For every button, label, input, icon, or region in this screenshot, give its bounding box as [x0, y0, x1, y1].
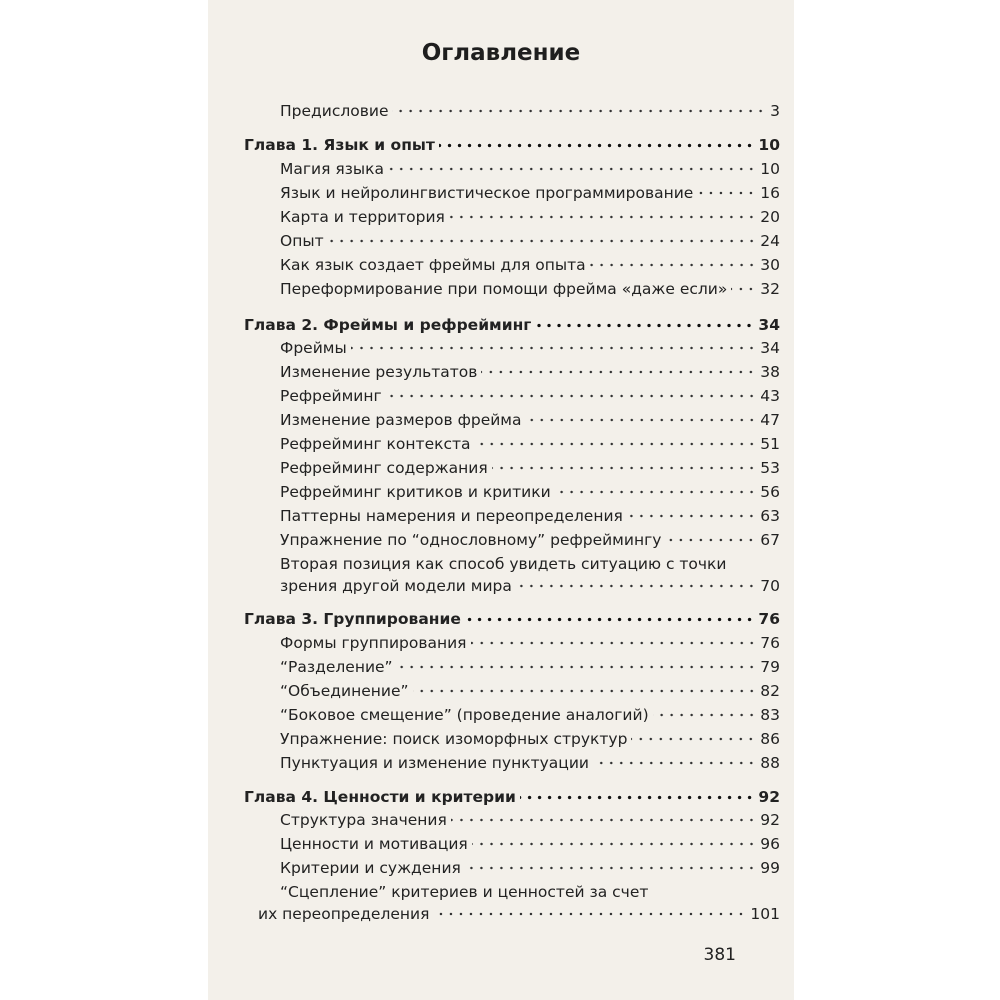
dot-leader	[439, 143, 755, 148]
toc-entry-page: 38	[760, 363, 780, 381]
toc-entry-page: 53	[760, 459, 780, 477]
dot-leader	[627, 514, 756, 518]
toc-entry-title: зрения другой модели мира	[280, 577, 512, 595]
dot-leader	[386, 394, 757, 398]
toc-entry	[280, 363, 780, 381]
toc-entry-page: 16	[760, 184, 780, 202]
dot-leader	[465, 617, 755, 622]
toc-entry-page: 47	[760, 411, 780, 429]
toc-entry	[280, 280, 780, 298]
toc-entry-title: их переопределения	[258, 905, 430, 923]
toc-entry	[280, 706, 780, 724]
chapter-title: Глава 3. Группирование	[244, 610, 461, 628]
page-title: Оглавление	[421, 40, 581, 66]
toc-entry-page: 83	[760, 706, 780, 724]
toc-entry	[280, 339, 780, 357]
dot-leader	[555, 490, 757, 494]
toc-entry-title: Критерии и суждения	[280, 859, 461, 877]
toc-entry	[280, 387, 780, 405]
toc-entry-page: 56	[760, 483, 780, 501]
toc-entry-page: 43	[760, 387, 780, 405]
toc-entry	[280, 208, 780, 226]
toc-entry-page: 30	[760, 256, 780, 274]
toc-entry	[280, 730, 780, 748]
toc-entry-page: 51	[760, 435, 780, 453]
toc-entry-page: 101	[750, 905, 780, 923]
dot-leader	[328, 239, 757, 243]
toc-entry-preface	[280, 102, 780, 120]
toc-entry	[280, 256, 780, 274]
toc-entry-title: Изменение результатов	[280, 363, 478, 381]
toc-entry	[280, 435, 780, 453]
toc-entry-title: Упражнение по “однословному” рефреймингу	[280, 531, 662, 549]
toc-entry-title: “Объединение”	[280, 682, 409, 700]
chapter-page: 92	[758, 788, 780, 806]
toc-entry-title: Изменение размеров фрейма	[280, 411, 522, 429]
toc-entry-page: 88	[760, 754, 780, 772]
toc-entry-page: 70	[760, 577, 780, 595]
dot-leader	[492, 466, 757, 470]
toc-entry-title: Карта и территория	[280, 208, 445, 226]
dot-leader	[481, 370, 756, 374]
toc-entry-page: 20	[760, 208, 780, 226]
toc-chapter-3	[244, 610, 780, 628]
dot-leader	[526, 418, 757, 422]
toc-entry	[280, 754, 780, 772]
dot-leader	[590, 263, 757, 267]
dot-leader	[475, 442, 757, 446]
dot-leader	[413, 689, 757, 693]
toc-entry	[280, 232, 780, 250]
dot-leader	[397, 665, 757, 669]
toc-entry-page: 96	[760, 835, 780, 853]
dot-leader	[593, 761, 756, 765]
toc-entry-title-line1: Вторая позиция как способ увидеть ситуацию с точки	[280, 555, 727, 573]
toc-entry-title: Рефрейминг содержания	[280, 459, 488, 477]
toc-entry	[280, 811, 780, 829]
toc-entry-title: Пунктуация и изменение пунктуации	[280, 754, 589, 772]
toc-entry-title: Фреймы	[280, 339, 347, 357]
toc-entry	[258, 905, 780, 923]
toc-entry	[280, 835, 780, 853]
toc-entry-page: 67	[760, 531, 780, 549]
toc-entry	[280, 483, 780, 501]
toc-entry-page: 34	[760, 339, 780, 357]
chapter-title: Глава 1. Язык и опыт	[244, 136, 435, 154]
dot-leader	[388, 167, 756, 171]
toc-entry-page: 24	[760, 232, 780, 250]
toc-entry-title: Рефрейминг контекста	[280, 435, 471, 453]
toc-entry-title: Формы группирования	[280, 634, 467, 652]
toc-entry-title: Язык и нейролингвистическое программирование	[280, 184, 694, 202]
dot-leader	[731, 287, 756, 291]
toc-entry-title: Предисловие	[280, 102, 389, 120]
toc-entry-page: 86	[760, 730, 780, 748]
chapter-page: 10	[758, 136, 780, 154]
toc-chapter-4	[244, 788, 780, 806]
toc-entry-title: Рефрейминг критиков и критики	[280, 483, 551, 501]
toc-entry	[280, 634, 780, 652]
toc-entry-page: 92	[760, 811, 780, 829]
dot-leader	[465, 866, 756, 870]
toc-entry-title: Как язык создает фреймы для опыта	[280, 256, 586, 274]
dot-leader	[451, 818, 756, 822]
toc-entry	[280, 531, 780, 549]
toc-entry-page: 82	[760, 682, 780, 700]
toc-entry	[280, 507, 780, 525]
toc-entry-page: 10	[760, 160, 780, 178]
toc-entry-page: 99	[760, 859, 780, 877]
chapter-title: Глава 4. Ценности и критерии	[244, 788, 516, 806]
toc-entry-title: Паттерны намерения и переопределения	[280, 507, 623, 525]
dot-leader	[472, 842, 757, 846]
toc-entry-title: Упражнение: поиск изоморфных структур	[280, 730, 628, 748]
toc-entry	[280, 682, 780, 700]
page-number: 381	[703, 945, 736, 965]
toc-entry	[280, 411, 780, 429]
chapter-page: 34	[758, 316, 780, 334]
book-page	[208, 0, 794, 1000]
dot-leader	[392, 109, 766, 113]
toc-entry-page: 79	[760, 658, 780, 676]
toc-entry	[280, 658, 780, 676]
toc-chapter-2	[244, 316, 780, 334]
dot-leader	[535, 323, 754, 328]
toc-entry-page: 32	[760, 280, 780, 298]
toc-entry	[280, 459, 780, 477]
toc-entry	[280, 859, 780, 877]
toc-entry-title: Опыт	[280, 232, 324, 250]
toc-entry-title: Ценности и мотивация	[280, 835, 468, 853]
dot-leader	[351, 346, 757, 350]
toc-entry-title: Магия языка	[280, 160, 385, 178]
dot-leader	[449, 215, 756, 219]
toc-entry-page: 3	[770, 102, 780, 120]
dot-leader	[516, 584, 756, 588]
toc-entry-title: Рефрейминг	[280, 387, 382, 405]
dot-leader	[631, 737, 756, 741]
toc-entry-title: “Боковое смещение” (проведение аналогий)	[280, 706, 649, 724]
dot-leader	[665, 538, 756, 542]
toc-entry-title-line1: “Сцепление” критериев и ценностей за счет	[280, 883, 649, 901]
toc-entry	[280, 160, 780, 178]
toc-entry-title: “Разделение”	[280, 658, 393, 676]
toc-entry-page: 76	[760, 634, 780, 652]
chapter-page: 76	[758, 610, 780, 628]
toc-entry	[280, 184, 780, 202]
toc-entry-title: Переформирование при помощи фрейма «даже если»	[280, 280, 728, 298]
dot-leader	[697, 191, 756, 195]
dot-leader	[653, 713, 757, 717]
dot-leader	[433, 912, 746, 916]
toc-entry-title: Структура значения	[280, 811, 447, 829]
dot-leader	[520, 795, 755, 800]
dot-leader	[471, 641, 757, 645]
chapter-title: Глава 2. Фреймы и рефрейминг	[244, 316, 532, 334]
toc-entry-page: 63	[760, 507, 780, 525]
toc-chapter-1	[244, 136, 780, 154]
toc-entry	[280, 577, 780, 595]
